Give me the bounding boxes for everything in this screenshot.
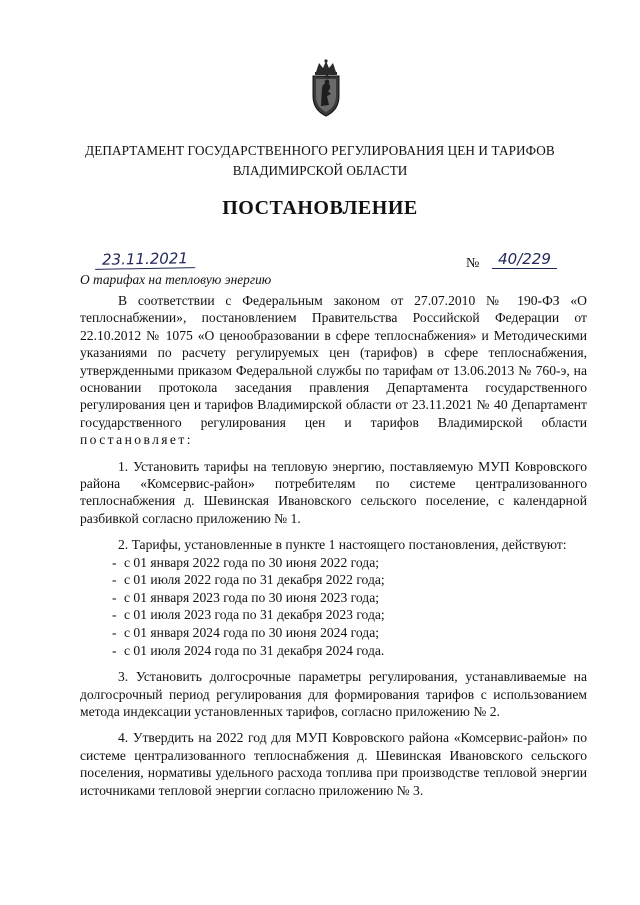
document-body: [80, 292, 587, 799]
number-sign: №: [466, 256, 480, 271]
period-text: с 01 января 2023 года по 30 июня 2023 года;: [124, 589, 380, 605]
item-4-paragraph: 4. Утвердить на 2022 год для МУП Ковровского района «Комсервис-район» по системе централизованного теплоснабжения д. Шевинская Ивановского сельского поселения, нормативы удельного расхода топлива при производстве тепловой энергии источниками тепловой энергии согласно приложению № 3.: [80, 730, 587, 798]
list-item: - с 01 января 2023 года по 30 июня 2023 года;: [112, 589, 380, 605]
period-text: с 01 июля 2023 года по 31 декабря 2023 года;: [124, 607, 385, 623]
document-date: 23.11.2021: [95, 249, 195, 270]
preamble-text: В соответствии с Федеральным законом от 27.07.2010 № 190-ФЗ «О теплоснабжении», постановлением Правительства Российской Федерации от 22.10.2012 № 1075 «О ценообразовании в сфере теплоснабжения» и Методическими указаниями по расчету регулируемых цен (тарифов) в сфере теплоснабжения, утвержденными приказом Федеральной службы по тарифам от 13.06.2013 № 760-э, на основании протокола заседания правления Департамента государственного регулирования цен и тарифов Владимирской области от 23.11.2021 № 40 Департамент государственного регулирования цен и тарифов Владимирской области: [80, 293, 587, 430]
list-item: - с 01 июля 2022 года по 31 декабря 2022 года;: [112, 572, 385, 588]
period-text: с 01 июля 2024 года по 31 декабря 2024 года.: [124, 642, 385, 658]
document-number: 40/229: [492, 250, 557, 269]
list-item: - с 01 июля 2023 года по 31 декабря 2023 года;: [112, 607, 385, 623]
document-subject: О тарифах на тепловую энергию: [80, 272, 272, 287]
coat-of-arms-icon: [303, 58, 349, 118]
item-1-paragraph: 1. Установить тарифы на тепловую энергию, поставляемую МУП Ковровского района «Комсервис-район» потребителям по системе централизованного теплоснабжения д. Шевинская Ивановского сельского поселение, с календарной разбивкой согласно приложению № 1.: [80, 458, 587, 526]
list-item: - с 01 июля 2024 года по 31 декабря 2024 года.: [112, 642, 385, 658]
department-name-line1: ДЕПАРТАМЕНТ ГОСУДАРСТВЕННОГО РЕГУЛИРОВАНИЯ ЦЕН И ТАРИФОВ: [85, 143, 555, 158]
period-text: с 01 января 2022 года по 30 июня 2022 года;: [124, 554, 380, 570]
document-title: ПОСТАНОВЛЕНИЕ: [222, 197, 418, 219]
preamble-paragraph: [80, 292, 587, 449]
decree-word: постановляет:: [80, 432, 193, 448]
list-item: - с 01 января 2024 года по 30 июня 2024 года;: [112, 625, 380, 641]
validity-periods-list: [80, 554, 587, 660]
department-name-line2: ВЛАДИМИРСКОЙ ОБЛАСТИ: [232, 163, 408, 178]
period-text: с 01 января 2024 года по 30 июня 2024 года;: [124, 625, 380, 641]
item-3-paragraph: 3. Установить долгосрочные параметры регулирования, устанавливаемые на долгосрочный период регулирования для формирования тарифов с использованием метода индексации установленных тарифов, согласно приложению № 2.: [80, 669, 587, 720]
period-text: с 01 июля 2022 года по 31 декабря 2022 года;: [124, 572, 385, 588]
list-item: - с 01 января 2022 года по 30 июня 2022 года;: [112, 554, 380, 570]
item-2-paragraph: 2. Тарифы, установленные в пункте 1 настоящего постановления, действуют:: [118, 537, 567, 553]
